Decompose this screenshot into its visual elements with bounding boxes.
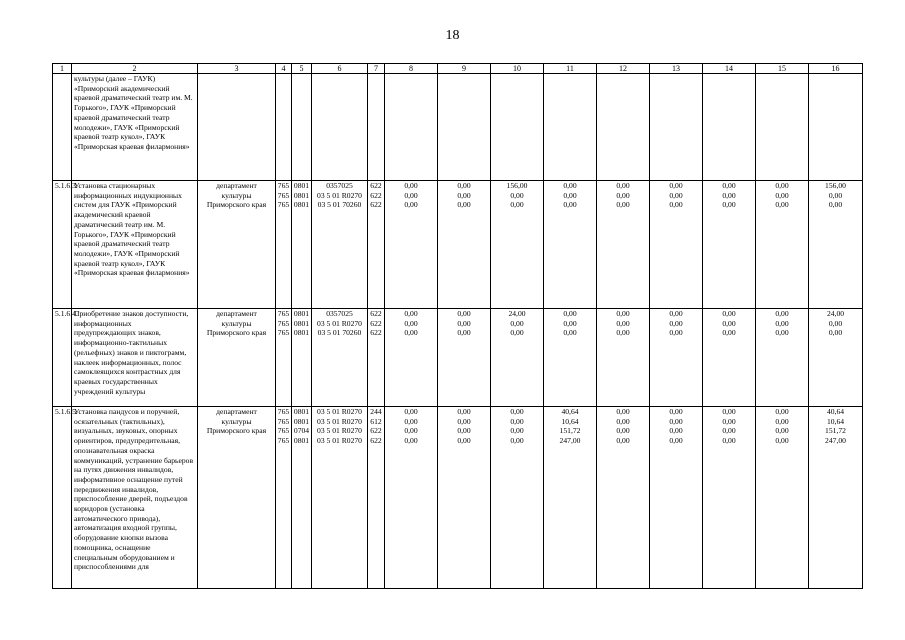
cell-line: 0,00 bbox=[722, 318, 736, 328]
cell-line: 03 5 01 R0270 bbox=[317, 426, 362, 436]
cell-line: 765 bbox=[277, 309, 290, 318]
grbs-code-cell bbox=[276, 407, 292, 589]
cell-line: 40,64 bbox=[561, 407, 579, 416]
cell-line: 0,00 bbox=[775, 426, 789, 436]
value-cell bbox=[438, 181, 491, 309]
measure-name-cell: Установка пандусов и поручней, осязательных (тактильных), визуальных, звуковых, опорных ориентиров, предупредительная, опознавательная окраска коммуникаций, устранение барьеров на путях движения инвалидов, информативное оснащение путей передвижения инвалидов, приспособление дверей, подъездов коридоров (установка автоматического привода), автоматизация входной группы, оборудование кнопки вызова помощника, оснащение специальным оборудованием и приспособлениями для bbox=[72, 407, 198, 589]
cell-line: 151,72 bbox=[825, 426, 846, 436]
cell-line: 0,00 bbox=[669, 416, 683, 426]
cell-line: 0,00 bbox=[457, 318, 471, 328]
cell-line: 622 bbox=[370, 190, 382, 200]
section-code-cell bbox=[292, 181, 312, 309]
total-value-cell bbox=[809, 181, 863, 309]
cell-line: 0,00 bbox=[404, 181, 418, 190]
value-cell bbox=[491, 181, 544, 309]
column-header: 13 bbox=[650, 64, 703, 74]
cell-line: 0,00 bbox=[775, 328, 789, 338]
responsible-executor-line: департамент bbox=[216, 181, 257, 190]
table-row bbox=[53, 181, 863, 309]
cell-line: 0,00 bbox=[669, 181, 683, 190]
cell-line: 0,00 bbox=[669, 309, 683, 318]
cell-line: 0,00 bbox=[722, 436, 736, 446]
cell-line: 0,00 bbox=[669, 200, 683, 210]
column-header: 1 bbox=[53, 64, 72, 74]
cell-line: 0,00 bbox=[722, 190, 736, 200]
cell-line: 765 bbox=[277, 200, 290, 210]
target-article-cell bbox=[312, 181, 368, 309]
cell-line: 03 5 01 R0270 bbox=[317, 416, 362, 426]
cell-line: 244 bbox=[370, 407, 382, 416]
total-value-cell bbox=[809, 309, 863, 407]
column-header: 4 bbox=[276, 64, 292, 74]
table-row bbox=[53, 407, 863, 589]
value-cell bbox=[385, 309, 438, 407]
value-cell bbox=[544, 181, 597, 309]
cell-line: 40,64 bbox=[826, 407, 845, 416]
cell-line: 0,00 bbox=[775, 190, 789, 200]
cell-line: 0,00 bbox=[510, 426, 524, 436]
row-number-cell: 5.1.6.5. bbox=[53, 407, 72, 589]
responsible-executor-cell bbox=[198, 407, 276, 589]
cell-line: 0,00 bbox=[828, 190, 843, 200]
cell-line: 612 bbox=[370, 416, 382, 426]
cell-line: 0,00 bbox=[563, 200, 577, 210]
cell-line: 0,00 bbox=[404, 407, 418, 416]
cell-line: 765 bbox=[277, 436, 290, 446]
column-header: 5 bbox=[292, 64, 312, 74]
column-header: 8 bbox=[385, 64, 438, 74]
cell-line: 0,00 bbox=[616, 436, 630, 446]
cell-line: 0,00 bbox=[404, 436, 418, 446]
column-header: 6 bbox=[312, 64, 368, 74]
cell-line: 0,00 bbox=[722, 200, 736, 210]
value-cell bbox=[544, 407, 597, 589]
value-cell bbox=[703, 309, 756, 407]
cell-line: 622 bbox=[370, 328, 382, 338]
cell-line: 03 5 01 70260 bbox=[317, 200, 362, 210]
value-cell bbox=[597, 181, 650, 309]
cell-line: 0,00 bbox=[722, 426, 736, 436]
cell-line: 0,00 bbox=[457, 328, 471, 338]
column-number-row bbox=[53, 64, 863, 74]
cell-line: 0,00 bbox=[563, 181, 577, 190]
cell-line: 0,00 bbox=[775, 407, 789, 416]
cell-line: 765 bbox=[277, 416, 290, 426]
responsible-executor-line: департамент bbox=[216, 309, 257, 318]
cell-line: 0,00 bbox=[510, 436, 524, 446]
measure-name-cell: Установка стационарных информационных индукционных систем для ГАУК «Приморский академический краевой драматический театр им. М. Горького», ГАУК «Приморский краевой драматический театр молодежи», ГАУК «Приморский краевой театр кукол», ГАУК «Приморская краевая филармония» bbox=[72, 181, 198, 309]
target-article-cell bbox=[312, 309, 368, 407]
value-cell bbox=[385, 407, 438, 589]
cell-line: 0801 bbox=[293, 407, 310, 416]
cell-line: 0801 bbox=[293, 328, 310, 338]
budget-table bbox=[52, 63, 863, 589]
cell-line: 0704 bbox=[293, 426, 310, 436]
cell-line: 0,00 bbox=[563, 318, 577, 328]
cell-line: 0,00 bbox=[828, 318, 843, 328]
cell-line: 03 5 01 R0270 bbox=[317, 318, 362, 328]
column-header: 3 bbox=[198, 64, 276, 74]
cell-line: 0801 bbox=[293, 190, 310, 200]
cell-line: 0,00 bbox=[510, 190, 524, 200]
cell-line: 0,00 bbox=[669, 436, 683, 446]
cell-line: 0,00 bbox=[510, 416, 524, 426]
cell-line: 03 5 01 R0270 bbox=[317, 436, 362, 446]
cell-line: 247,00 bbox=[559, 436, 581, 446]
cell-line: 03 5 01 70260 bbox=[317, 328, 362, 338]
cell-line: 0357025 bbox=[326, 309, 353, 318]
cell-line: 03 5 01 R0270 bbox=[317, 407, 362, 416]
section-code-cell bbox=[292, 407, 312, 589]
cell-line: 622 bbox=[370, 200, 382, 210]
cell-line: 0,00 bbox=[722, 328, 736, 338]
cell-line: 03 5 01 R0270 bbox=[317, 190, 362, 200]
value-cell bbox=[491, 309, 544, 407]
measure-name-cell: культуры (далее – ГАУК) «Приморский академический краевой драматический театр им. М. Горького», ГАУК «Приморский краевой драматический театр молодежи», ГАУК «Приморский краевой театр кукол», ГАУК «Приморская краевая филармония» bbox=[72, 74, 198, 181]
measure-name-cell: Приобретение знаков доступности, информационных предупреждающих знаков, информационно-тактильных (рельефных) знаков и пиктограмм, наклеек информационных, полос самоклеящихся контрастных для краевых государственных учреждений культуры bbox=[72, 309, 198, 407]
cell-line: 0,00 bbox=[828, 200, 843, 210]
cell-line: 0,00 bbox=[404, 190, 418, 200]
cell-line: 765 bbox=[277, 190, 290, 200]
cell-line: 0,00 bbox=[775, 436, 789, 446]
cell-line: 622 bbox=[370, 436, 382, 446]
cell-line: 0,00 bbox=[669, 190, 683, 200]
cell-line: 622 bbox=[370, 318, 382, 328]
grbs-code-cell bbox=[276, 181, 292, 309]
cell-line: 0,00 bbox=[775, 416, 789, 426]
cell-line: 622 bbox=[370, 426, 382, 436]
column-header: 7 bbox=[368, 64, 385, 74]
cell-line: 0,00 bbox=[457, 309, 471, 318]
cell-line: 0,00 bbox=[563, 309, 577, 318]
cell-line: 0,00 bbox=[616, 318, 630, 328]
cell-line: 0,00 bbox=[669, 318, 683, 328]
value-cell bbox=[597, 407, 650, 589]
cell-line: 0,00 bbox=[563, 328, 577, 338]
expense-type-cell bbox=[368, 181, 385, 309]
cell-line: 0,00 bbox=[404, 416, 418, 426]
responsible-executor-line: департамент bbox=[216, 407, 257, 416]
cell-line: 0801 bbox=[293, 416, 310, 426]
cell-line: 24,00 bbox=[826, 309, 845, 318]
cell-line: 765 bbox=[277, 181, 290, 190]
row-number-cell bbox=[53, 74, 72, 181]
cell-line: 0,00 bbox=[563, 190, 577, 200]
cell-line: 0,00 bbox=[722, 309, 736, 318]
cell-line: 0,00 bbox=[669, 328, 683, 338]
cell-line: 0,00 bbox=[510, 407, 524, 416]
value-cell bbox=[650, 407, 703, 589]
value-cell bbox=[385, 181, 438, 309]
cell-line: 0,00 bbox=[775, 318, 789, 328]
cell-line: 0,00 bbox=[616, 426, 630, 436]
cell-line: 765 bbox=[277, 407, 290, 416]
expense-type-cell bbox=[368, 407, 385, 589]
row-number-cell: 5.1.6.4. bbox=[53, 309, 72, 407]
cell-line: 0,00 bbox=[616, 181, 630, 190]
cell-line: 0,00 bbox=[457, 190, 471, 200]
cell-line: 0,00 bbox=[669, 426, 683, 436]
table-row-continuation bbox=[53, 74, 863, 181]
cell-line: 0,00 bbox=[722, 416, 736, 426]
total-value-cell bbox=[809, 407, 863, 589]
column-header: 10 bbox=[491, 64, 544, 74]
cell-line: 0,00 bbox=[616, 328, 630, 338]
cell-line: 0,00 bbox=[616, 309, 630, 318]
cell-line: 0,00 bbox=[616, 407, 630, 416]
cell-line: 0,00 bbox=[722, 181, 736, 190]
responsible-executor-line: Приморского края bbox=[206, 200, 267, 210]
value-cell bbox=[597, 309, 650, 407]
target-article-cell bbox=[312, 407, 368, 589]
cell-line: 0,00 bbox=[404, 318, 418, 328]
cell-line: 10,64 bbox=[561, 416, 579, 426]
page-number: 18 bbox=[445, 28, 460, 43]
cell-line: 0,00 bbox=[722, 407, 736, 416]
cell-line: 0,00 bbox=[510, 318, 524, 328]
value-cell bbox=[491, 407, 544, 589]
section-code-cell bbox=[292, 309, 312, 407]
cell-line: 0,00 bbox=[404, 200, 418, 210]
cell-line: 247,00 bbox=[825, 436, 846, 446]
column-header: 12 bbox=[597, 64, 650, 74]
responsible-executor-line: культуры bbox=[221, 318, 252, 328]
cell-line: 0,00 bbox=[457, 407, 471, 416]
cell-line: 0,00 bbox=[404, 309, 418, 318]
value-cell bbox=[703, 181, 756, 309]
value-cell bbox=[650, 181, 703, 309]
cell-line: 0357025 bbox=[326, 181, 353, 190]
column-header: 9 bbox=[438, 64, 491, 74]
responsible-executor-cell bbox=[198, 309, 276, 407]
column-header: 2 bbox=[72, 64, 198, 74]
cell-line: 0,00 bbox=[616, 416, 630, 426]
expense-type-cell bbox=[368, 309, 385, 407]
cell-line: 622 bbox=[370, 309, 382, 318]
cell-line: 622 bbox=[370, 181, 382, 190]
cell-line: 765 bbox=[277, 318, 290, 328]
cell-line: 765 bbox=[277, 426, 290, 436]
responsible-executor-line: Приморского края bbox=[206, 426, 267, 436]
cell-line: 0,00 bbox=[616, 190, 630, 200]
cell-line: 156,00 bbox=[825, 181, 846, 190]
value-cell bbox=[703, 407, 756, 589]
cell-line: 0,00 bbox=[775, 181, 789, 190]
cell-line: 0,00 bbox=[510, 328, 524, 338]
column-header: 16 bbox=[809, 64, 863, 74]
cell-line: 0,00 bbox=[457, 416, 471, 426]
value-cell bbox=[438, 309, 491, 407]
cell-line: 0801 bbox=[293, 181, 310, 190]
cell-line: 0801 bbox=[293, 200, 310, 210]
value-cell bbox=[756, 309, 809, 407]
row-number-cell: 5.1.6.3. bbox=[53, 181, 72, 309]
cell-line: 0,00 bbox=[404, 328, 418, 338]
cell-line: 0,00 bbox=[828, 328, 843, 338]
cell-line: 0801 bbox=[293, 318, 310, 328]
value-cell bbox=[438, 407, 491, 589]
column-header: 14 bbox=[703, 64, 756, 74]
cell-line: 0,00 bbox=[616, 200, 630, 210]
cell-line: 24,00 bbox=[508, 309, 526, 318]
value-cell bbox=[544, 309, 597, 407]
responsible-executor-line: культуры bbox=[221, 416, 252, 426]
cell-line: 151,72 bbox=[559, 426, 581, 436]
responsible-executor-cell bbox=[198, 181, 276, 309]
value-cell bbox=[756, 181, 809, 309]
cell-line: 0,00 bbox=[510, 200, 524, 210]
cell-line: 0,00 bbox=[669, 407, 683, 416]
cell-line: 0,00 bbox=[404, 426, 418, 436]
responsible-executor-line: Приморского края bbox=[206, 328, 267, 338]
cell-line: 0,00 bbox=[457, 181, 471, 190]
cell-line: 0,00 bbox=[457, 436, 471, 446]
value-cell bbox=[756, 407, 809, 589]
cell-line: 0801 bbox=[293, 309, 310, 318]
column-header: 15 bbox=[756, 64, 809, 74]
cell-line: 765 bbox=[277, 328, 290, 338]
cell-line: 10,64 bbox=[826, 416, 845, 426]
cell-line: 0801 bbox=[293, 436, 310, 446]
cell-line: 0,00 bbox=[775, 309, 789, 318]
responsible-executor-line: культуры bbox=[221, 190, 252, 200]
cell-line: 0,00 bbox=[457, 200, 471, 210]
value-cell bbox=[650, 309, 703, 407]
cell-line: 0,00 bbox=[457, 426, 471, 436]
column-header: 11 bbox=[544, 64, 597, 74]
grbs-code-cell bbox=[276, 309, 292, 407]
cell-line: 0,00 bbox=[775, 200, 789, 210]
table-row bbox=[53, 309, 863, 407]
cell-line: 156,00 bbox=[506, 181, 528, 190]
